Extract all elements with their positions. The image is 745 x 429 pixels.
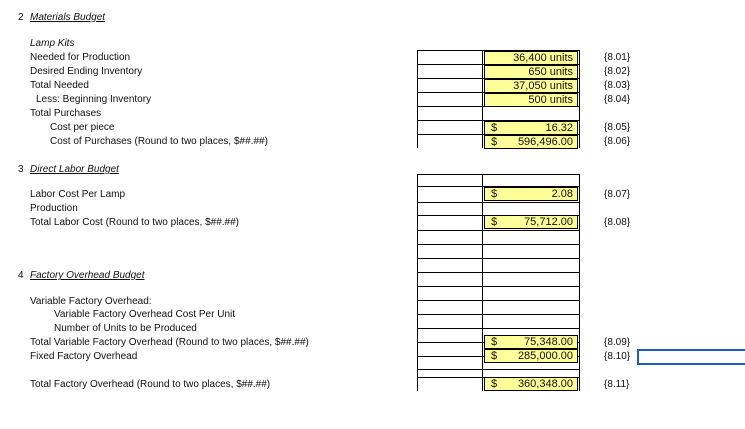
code-8-02: {8.02} [604, 66, 631, 77]
code-8-07: {8.07} [604, 189, 631, 200]
code-8-05: {8.05} [604, 122, 631, 133]
total-labor-cost-input[interactable] [484, 215, 578, 229]
cell-value: 360,348.00 [517, 378, 573, 390]
cell-value: 75,712.00 [524, 216, 573, 228]
labor-section-title: Direct Labor Budget [30, 164, 119, 175]
fixed-factory-overhead-label: Fixed Factory Overhead [30, 351, 138, 362]
total-factory-overhead-input[interactable] [484, 377, 578, 391]
labor-section-number: 3 [18, 164, 24, 175]
code-8-08: {8.08} [604, 217, 631, 228]
code-8-04: {8.04} [604, 94, 631, 105]
cell-value: 500 units [528, 94, 573, 106]
dollar-sign: $ [491, 188, 498, 200]
materials-section-title: Materials Budget [30, 12, 106, 23]
dollar-sign: $ [491, 350, 498, 362]
labor-cost-per-lamp-input[interactable] [484, 187, 578, 201]
desired-ending-inventory-label: Desired Ending Inventory [30, 66, 143, 77]
cell-value: 75,348.00 [524, 336, 573, 348]
cell-value: 285,000.00 [517, 350, 573, 362]
fixed-factory-overhead-input[interactable] [484, 349, 578, 363]
total-factory-overhead-label: Total Factory Overhead (Round to two places, $##.##) [30, 379, 271, 390]
cell-value: 36,400 units [513, 52, 573, 64]
variable-cost-per-unit-label: Variable Factory Overhead Cost Per Unit [54, 309, 236, 320]
needed-for-production-label: Needed for Production [30, 52, 131, 63]
code-8-10: {8.10} [604, 351, 631, 362]
dollar-sign: $ [491, 136, 498, 148]
cell-value: 2.08 [551, 188, 573, 200]
desired-ending-inventory-input[interactable] [484, 65, 578, 79]
total-variable-overhead-label: Total Variable Factory Overhead (Round to two places, $##.##) [30, 337, 309, 348]
materials-section-number: 2 [18, 12, 24, 23]
needed-for-production-input[interactable] [484, 51, 578, 65]
materials-grid-col-a [417, 50, 483, 148]
beginning-inventory-input[interactable] [484, 93, 578, 107]
overhead-section-number: 4 [18, 270, 24, 281]
beginning-inventory-label: Less: Beginning Inventory [36, 94, 152, 105]
cell-value: 37,050 units [513, 80, 573, 92]
labor-grid-col-a [417, 174, 483, 391]
cost-per-piece-input[interactable] [484, 121, 578, 135]
code-8-06: {8.06} [604, 136, 631, 147]
dollar-sign: $ [491, 216, 498, 228]
code-8-01: {8.01} [604, 52, 631, 63]
total-variable-overhead-input[interactable] [484, 335, 578, 349]
code-8-11: {8.11} [604, 379, 630, 390]
dollar-sign: $ [491, 336, 498, 348]
dollar-sign: $ [491, 122, 498, 134]
cost-of-purchases-label: Cost of Purchases (Round to two places, $##.##) [50, 136, 268, 147]
variable-factory-overhead-label: Variable Factory Overhead: [30, 296, 152, 307]
total-labor-cost-label: Total Labor Cost (Round to two places, $##.##) [30, 217, 240, 228]
total-purchases-label: Total Purchases [30, 108, 102, 119]
lamp-kits-subheading: Lamp Kits [30, 38, 75, 49]
cell-value: 16.32 [545, 122, 573, 134]
units-to-be-produced-label: Number of Units to be Produced [54, 323, 197, 334]
cost-of-purchases-input[interactable] [484, 135, 578, 149]
code-8-09: {8.09} [604, 337, 631, 348]
labor-cost-per-lamp-label: Labor Cost Per Lamp [30, 189, 126, 200]
cell-value: 596,496.00 [517, 136, 573, 148]
code-8-03: {8.03} [604, 80, 631, 91]
production-label: Production [30, 203, 78, 214]
cost-per-piece-label: Cost per piece [50, 122, 115, 133]
cell-value: 650 units [528, 66, 573, 78]
dollar-sign: $ [491, 378, 498, 390]
total-needed-label: Total Needed [30, 80, 89, 91]
overhead-section-title: Factory Overhead Budget [30, 270, 145, 281]
selected-cell-outline[interactable] [637, 349, 745, 365]
total-needed-input[interactable] [484, 79, 578, 93]
